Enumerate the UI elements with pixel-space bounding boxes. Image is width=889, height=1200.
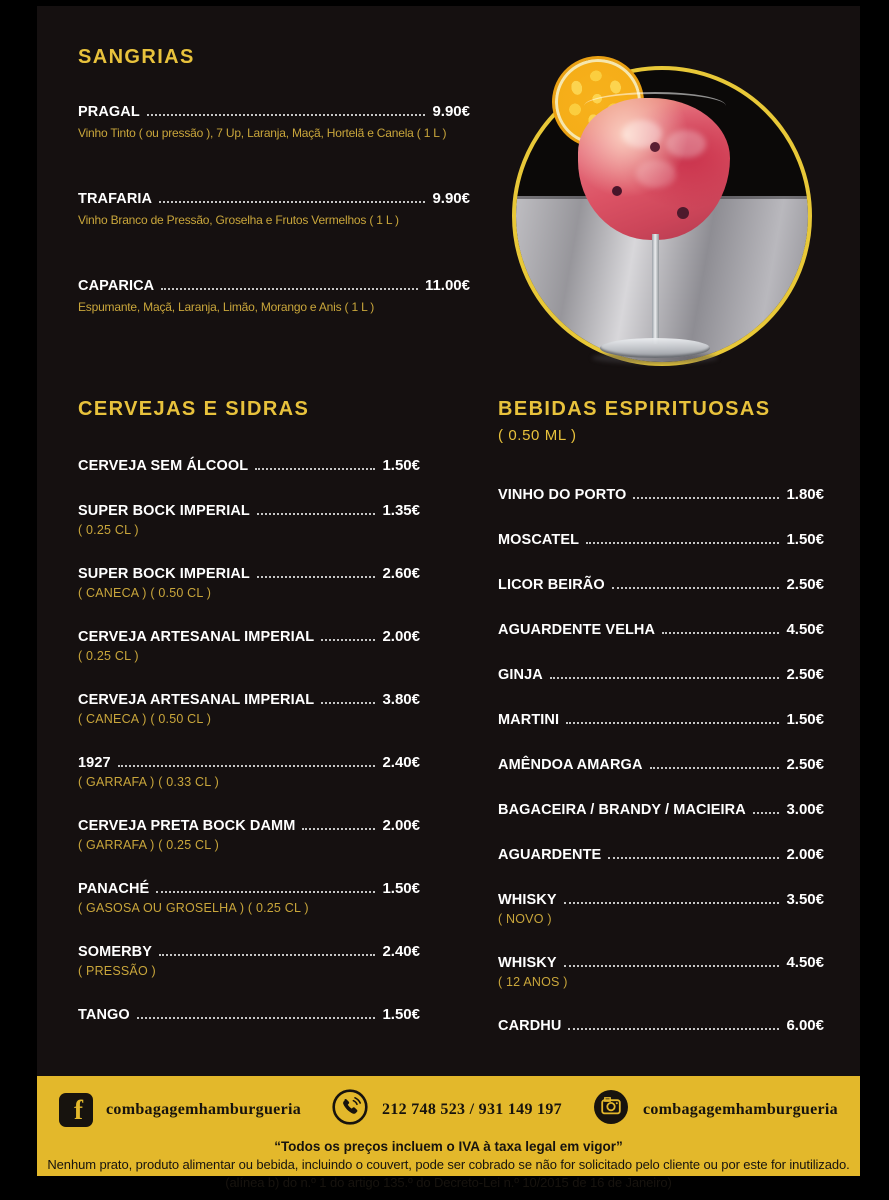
- menu-item: [498, 621, 824, 638]
- dot-leader: [118, 765, 376, 767]
- legal-line-2: (alínea b) do n.º 1 do artigo 135.º do Decreto-Lei n.º 10/2015 de 16 de Janeiro): [225, 1175, 672, 1190]
- item-name: AGUARDENTE: [498, 847, 602, 863]
- glass-stem: [652, 234, 659, 344]
- item-price: 2.40€: [382, 754, 420, 771]
- menu-item: [498, 954, 824, 989]
- menu-item: [78, 502, 420, 537]
- item-variant-note: ( 0.25 CL ): [78, 523, 139, 537]
- menu-item-line: [78, 754, 420, 771]
- social-row: [37, 1076, 860, 1131]
- item-price: 2.00€: [786, 846, 824, 863]
- item-price: 11.00€: [424, 277, 470, 294]
- dot-leader: [302, 828, 375, 830]
- dot-leader: [156, 891, 375, 893]
- menu-item-line: [78, 277, 470, 294]
- item-name: TRAFARIA: [78, 191, 153, 207]
- phone-group: [331, 1088, 562, 1131]
- menu-item-line: [78, 565, 420, 582]
- menu-item-line: [498, 531, 824, 548]
- section-cervejas-e-sidras: [78, 398, 420, 1051]
- dot-leader: [257, 513, 376, 515]
- item-name: CARDHU: [498, 1018, 562, 1034]
- item-variant-note: ( CANECA ) ( 0.50 CL ): [78, 712, 212, 726]
- item-price: 1.50€: [382, 880, 420, 897]
- menu-item-line: [498, 621, 824, 638]
- item-variant-note: ( 0.25 CL ): [78, 649, 139, 663]
- item-name: SOMERBY: [78, 944, 153, 960]
- menu-item-line: [78, 943, 420, 960]
- menu-item-line: [498, 846, 824, 863]
- section-title-sangrias: SANGRIAS: [78, 46, 195, 68]
- item-variant-note: ( 12 ANOS ): [498, 975, 568, 989]
- item-name: PRAGAL: [78, 104, 140, 120]
- dot-leader: [608, 857, 779, 859]
- dot-leader: [137, 1017, 376, 1019]
- item-price: 1.80€: [786, 486, 824, 503]
- item-price: 1.50€: [786, 531, 824, 548]
- item-description: Vinho Tinto ( ou pressão ), 7 Up, Laranja, Maçã, Hortelã e Canela ( 1 L ): [78, 126, 447, 140]
- item-name: CERVEJA ARTESANAL IMPERIAL: [78, 629, 315, 645]
- item-price: 4.50€: [786, 621, 824, 638]
- item-name: AGUARDENTE VELHA: [498, 622, 656, 638]
- menu-item: [498, 846, 824, 863]
- menu-item-line: [498, 1017, 824, 1034]
- menu-item: [78, 754, 420, 789]
- menu-item-line: [498, 486, 824, 503]
- menu-item-line: [498, 756, 824, 773]
- dot-leader: [321, 702, 375, 704]
- menu-item: [78, 457, 420, 474]
- dot-leader: [612, 587, 780, 589]
- instagram-handle: combagagemhamburgueria: [642, 1100, 838, 1118]
- dot-leader: [586, 542, 779, 544]
- item-name: MARTINI: [498, 712, 560, 728]
- menu-item-line: [78, 457, 420, 474]
- item-name: AMÊNDOA AMARGA: [498, 757, 643, 773]
- menu-item: [78, 565, 420, 600]
- item-price: 2.50€: [786, 576, 824, 593]
- menu-item-line: [78, 691, 420, 708]
- item-price: 1.50€: [382, 457, 420, 474]
- dot-leader: [159, 201, 425, 203]
- menu-item: [78, 628, 420, 663]
- dot-leader: [550, 677, 780, 679]
- menu-item-line: [498, 711, 824, 728]
- phone-icon: [331, 1088, 369, 1131]
- menu-item: [78, 943, 420, 978]
- item-price: 9.90€: [432, 190, 470, 207]
- item-name: TANGO: [78, 1007, 130, 1023]
- instagram-icon: [592, 1088, 630, 1131]
- item-price: 9.90€: [432, 103, 470, 120]
- item-price: 3.50€: [786, 891, 824, 908]
- dot-leader: [564, 902, 780, 904]
- menu-item-line: [78, 880, 420, 897]
- facebook-handle: combagagemhamburgueria: [106, 1100, 302, 1118]
- item-price: 1.50€: [382, 1006, 420, 1023]
- dot-leader: [633, 497, 779, 499]
- glass-rim-highlight: [584, 92, 726, 120]
- menu-item-line: [78, 817, 420, 834]
- menu-item: [498, 756, 824, 773]
- footer-bar: [37, 1076, 860, 1190]
- facebook-icon: f: [59, 1093, 93, 1127]
- iva-quote: “Todos os preços incluem o IVA à taxa legal em vigor”: [274, 1139, 623, 1154]
- section-bebidas-espirituosas: [498, 398, 824, 1062]
- dot-leader: [650, 767, 780, 769]
- menu-item-line: [78, 502, 420, 519]
- item-description: Vinho Branco de Pressão, Groselha e Frutos Vermelhos ( 1 L ): [78, 213, 399, 227]
- item-name: GINJA: [498, 667, 543, 683]
- menu-item: [78, 103, 470, 140]
- item-name: LICOR BEIRÃO: [498, 577, 605, 593]
- item-variant-note: ( GARRAFA ) ( 0.33 CL ): [78, 775, 219, 789]
- item-price: 2.00€: [382, 817, 420, 834]
- dot-leader: [161, 288, 418, 290]
- item-name: VINHO DO PORTO: [498, 487, 627, 503]
- menu-item-line: [498, 954, 824, 971]
- dot-leader: [564, 965, 780, 967]
- espirituosas-item-list: [498, 486, 824, 1034]
- glass-foot: [600, 338, 710, 358]
- item-price: 4.50€: [786, 954, 824, 971]
- dot-leader: [255, 468, 375, 470]
- menu-page: [37, 6, 860, 1190]
- item-description: Espumante, Maçã, Laranja, Limão, Morango e Anis ( 1 L ): [78, 300, 375, 314]
- item-name: 1927: [78, 755, 111, 771]
- item-variant-note: ( NOVO ): [498, 912, 552, 926]
- dot-leader: [147, 114, 426, 116]
- item-variant-note: ( GASOSA OU GROSELHA ) ( 0.25 CL ): [78, 901, 309, 915]
- menu-item: [498, 531, 824, 548]
- cervejas-item-list: [78, 457, 420, 1023]
- item-name: CAPARICA: [78, 278, 155, 294]
- item-name: CERVEJA SEM ÁLCOOL: [78, 458, 249, 474]
- item-name: WHISKY: [498, 892, 557, 908]
- menu-item-line: [498, 576, 824, 593]
- sangrias-item-list: [78, 103, 470, 314]
- item-price: 6.00€: [786, 1017, 824, 1034]
- dot-leader: [662, 632, 779, 634]
- item-variant-note: ( CANECA ) ( 0.50 CL ): [78, 586, 212, 600]
- dot-leader: [159, 954, 375, 956]
- menu-item-line: [498, 666, 824, 683]
- section-sangrias: [78, 46, 470, 364]
- item-price: 1.35€: [382, 502, 420, 519]
- item-variant-note: ( GARRAFA ) ( 0.25 CL ): [78, 838, 219, 852]
- section-title-espirituosas: BEBIDAS ESPIRITUOSAS: [498, 398, 771, 420]
- item-name: CERVEJA ARTESANAL IMPERIAL: [78, 692, 315, 708]
- facebook-group: [59, 1093, 301, 1127]
- menu-item-line: [78, 1006, 420, 1023]
- berries: [612, 186, 622, 196]
- dot-leader: [568, 1028, 779, 1030]
- sangria-photo: [512, 62, 822, 374]
- section-title-cervejas: CERVEJAS E SIDRAS: [78, 398, 310, 420]
- phone-numbers: 212 748 523 / 931 149 197: [382, 1100, 562, 1118]
- menu-item-line: [78, 190, 470, 207]
- item-price: 2.60€: [382, 565, 420, 582]
- menu-item: [78, 1006, 420, 1023]
- item-name: BAGACEIRA / BRANDY / MACIEIRA: [498, 802, 746, 818]
- menu-item: [78, 880, 420, 915]
- item-price: 3.80€: [382, 691, 420, 708]
- menu-item: [498, 1017, 824, 1034]
- item-price: 2.00€: [382, 628, 420, 645]
- item-price: 2.50€: [786, 666, 824, 683]
- menu-item: [78, 691, 420, 726]
- menu-item-line: [78, 103, 470, 120]
- menu-item: [498, 486, 824, 503]
- dot-leader: [566, 722, 779, 724]
- ice-highlight: [622, 120, 662, 148]
- dot-leader: [257, 576, 376, 578]
- menu-item-line: [498, 801, 824, 818]
- dot-leader: [753, 812, 780, 814]
- item-price: 1.50€: [786, 711, 824, 728]
- item-name: SUPER BOCK IMPERIAL: [78, 503, 250, 519]
- menu-item: [78, 277, 470, 314]
- menu-item: [498, 711, 824, 728]
- section-subtitle-volume: ( 0.50 ML ): [498, 427, 577, 444]
- item-name: WHISKY: [498, 955, 557, 971]
- item-name: MOSCATEL: [498, 532, 580, 548]
- menu-item: [78, 817, 420, 852]
- item-price: 2.40€: [382, 943, 420, 960]
- item-variant-note: ( PRESSÃO ): [78, 964, 156, 978]
- item-name: SUPER BOCK IMPERIAL: [78, 566, 250, 582]
- item-price: 3.00€: [786, 801, 824, 818]
- menu-item-line: [498, 891, 824, 908]
- item-name: CERVEJA PRETA BOCK DAMM: [78, 818, 296, 834]
- instagram-group: [592, 1088, 838, 1131]
- menu-item-line: [78, 628, 420, 645]
- menu-item: [498, 576, 824, 593]
- menu-item: [498, 891, 824, 926]
- dot-leader: [321, 639, 375, 641]
- menu-item: [498, 666, 824, 683]
- menu-item: [498, 801, 824, 818]
- item-name: PANACHÉ: [78, 881, 150, 897]
- legal-line-1: Nenhum prato, produto alimentar ou bebida, incluindo o couvert, pode ser cobrado se não for solicitado pelo cliente ou por este for inutilizado.: [47, 1157, 850, 1172]
- item-price: 2.50€: [786, 756, 824, 773]
- menu-item: [78, 190, 470, 227]
